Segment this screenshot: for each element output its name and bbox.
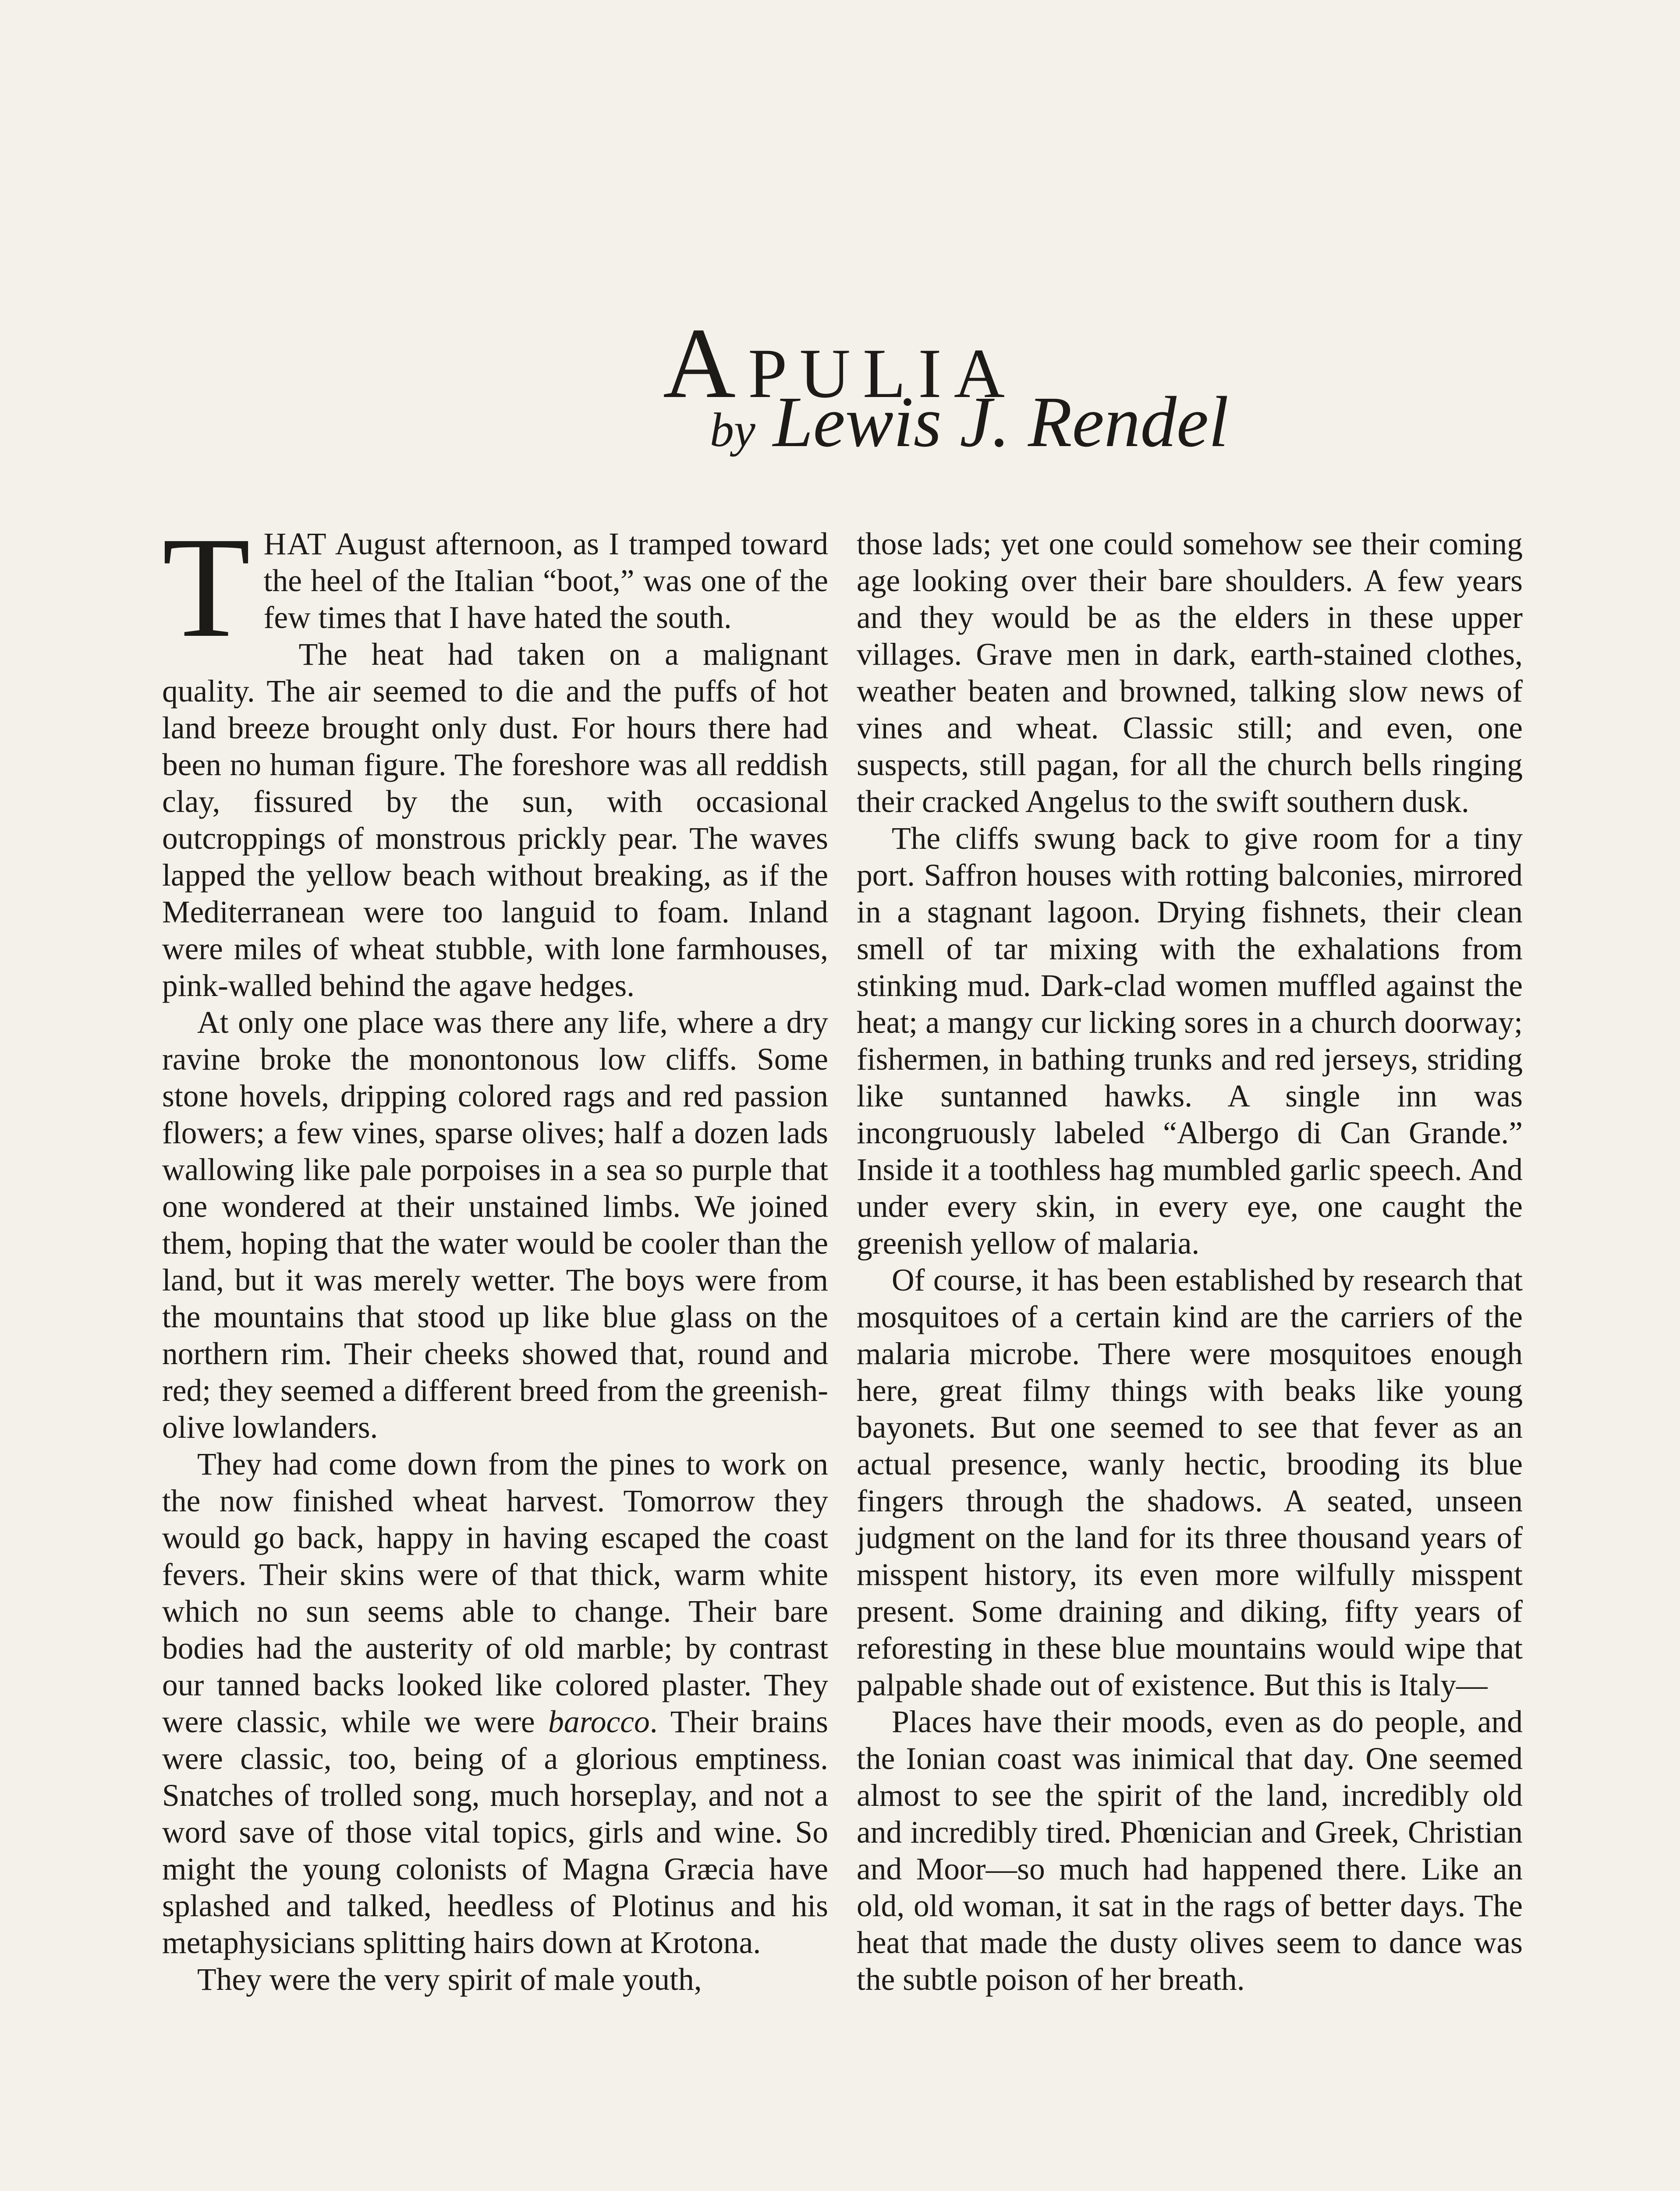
left-column: [162, 507, 828, 1998]
paragraph: [162, 1446, 828, 1961]
drop-cap: T: [162, 507, 251, 667]
paragraph-text: . Their brains were classic, too, being of a glorious emptiness. Snatches of trolled song, much horseplay, and not a word save of those vital topics, girls and wine. So might the young colonists of Magna Græcia have splashed and talked, heedless of Plotinus and his metaphysicians splitting hairs down at Krotona.: [162, 1705, 828, 1960]
article-title: Apulia: [663, 307, 1017, 419]
author-name: Lewis J. Rendel: [773, 382, 1229, 462]
byline-prefix: by: [710, 403, 755, 457]
paragraph: The heat had taken on a malignant quality. The air seemed to die and the puffs of hot land breeze brought only dust. For hours there had been no human figure. The foreshore was all reddish clay, fissured by the sun, with occasional outcroppings of monstrous prickly pear. The waves lapped the yellow beach without breaking, as if the Mediterranean were too languid to foam. Inland were miles of wheat stubble, with lone farmhouses, pink-walled behind the agave hedges.: [162, 637, 828, 1003]
right-column: [857, 526, 1523, 1998]
paragraph: They were the very spirit of male youth,: [197, 1962, 702, 1997]
opening-caps: HAT: [263, 527, 327, 561]
italic-word: barocco: [548, 1705, 650, 1739]
paragraph: [162, 507, 828, 667]
byline: [710, 382, 1499, 462]
paragraph: The cliffs swung back to give room for a tiny port. Saffron houses with rotting balconies, mirrored in a stagnant lagoon. Drying fishnets, their clean smell of tar mixing with the exhalations from stinking mud. Dark-clad women muffled against the heat; a mangy cur licking sores in a church doorway; fishermen, in bathing trunks and red jerseys, striding like suntanned hawks. A single inn was incongruously labeled “Albergo di Can Grande.” Inside it a toothless hag mumbled garlic speech. And under every skin, in every eye, one caught the greenish yellow of malaria.: [857, 821, 1523, 1261]
paragraph: those lads; yet one could somehow see their coming age looking over their bare shoulders. A few years and they would be as the elders in these upper villages. Grave men in dark, earth-stained clothes, weather beaten and browned, talking slow news of vines and wheat. Classic still; and even, one suspects, still pagan, for all the church bells ringing their cracked Angelus to the swift southern dusk.: [857, 527, 1523, 819]
opening-text: August afternoon, as I tramped toward the heel of the Italian “boot,” was one of the few times that I have hated the south.: [263, 527, 828, 635]
paragraph: Places have their moods, even as do people, and the Ionian coast was inimical that day. One seemed almost to see the spirit of the land, incredibly old and incredibly tired. Phœnician and Greek, Christian and Moor—so much had happened there. Like an old, old woman, it sat in the rags of better days. The heat that made the dusty olives seem to dance was the subtle poison of her breath.: [857, 1705, 1523, 1997]
paragraph: At only one place was there any life, where a dry ravine broke the monontonous low cliffs. Some stone hovels, dripping colored rags and red passion flowers; a few vines, sparse olives; half a dozen lads wallowing like pale porpoises in a sea so purple that one wondered at their unstained limbs. We joined them, hoping that the water would be cooler than the land, but it was merely wetter. The boys were from the mountains that stood up like blue glass on the northern rim. Their cheeks showed that, round and red; they seemed a different breed from the greenish-olive lowlanders.: [162, 1005, 828, 1445]
paragraph: Of course, it has been established by research that mosquitoes of a certain kind are the carriers of the malaria microbe. There were mosquitoes enough here, great filmy things with beaks like young bayonets. But one seemed to see that fever as an actual presence, wanly hectic, brooding its blue fingers through the shadows. A seated, unseen judgment on the land for its three thousand years of misspent history, its even more wilfully misspent present. Some draining and diking, fifty years of reforesting in these blue mountains would wipe that palpable shade out of existence. But this is Italy—: [857, 1263, 1523, 1702]
paragraph-text: They had come down from the pines to work on the now finished wheat harvest. Tomorrow they would go back, happy in having escaped the coast fevers. Their skins were of that thick, warm white which no sun seems able to change. Their bare bodies had the austerity of old marble; by contrast our tanned backs looked like colored plaster. They were classic, while we were: [162, 1447, 828, 1739]
